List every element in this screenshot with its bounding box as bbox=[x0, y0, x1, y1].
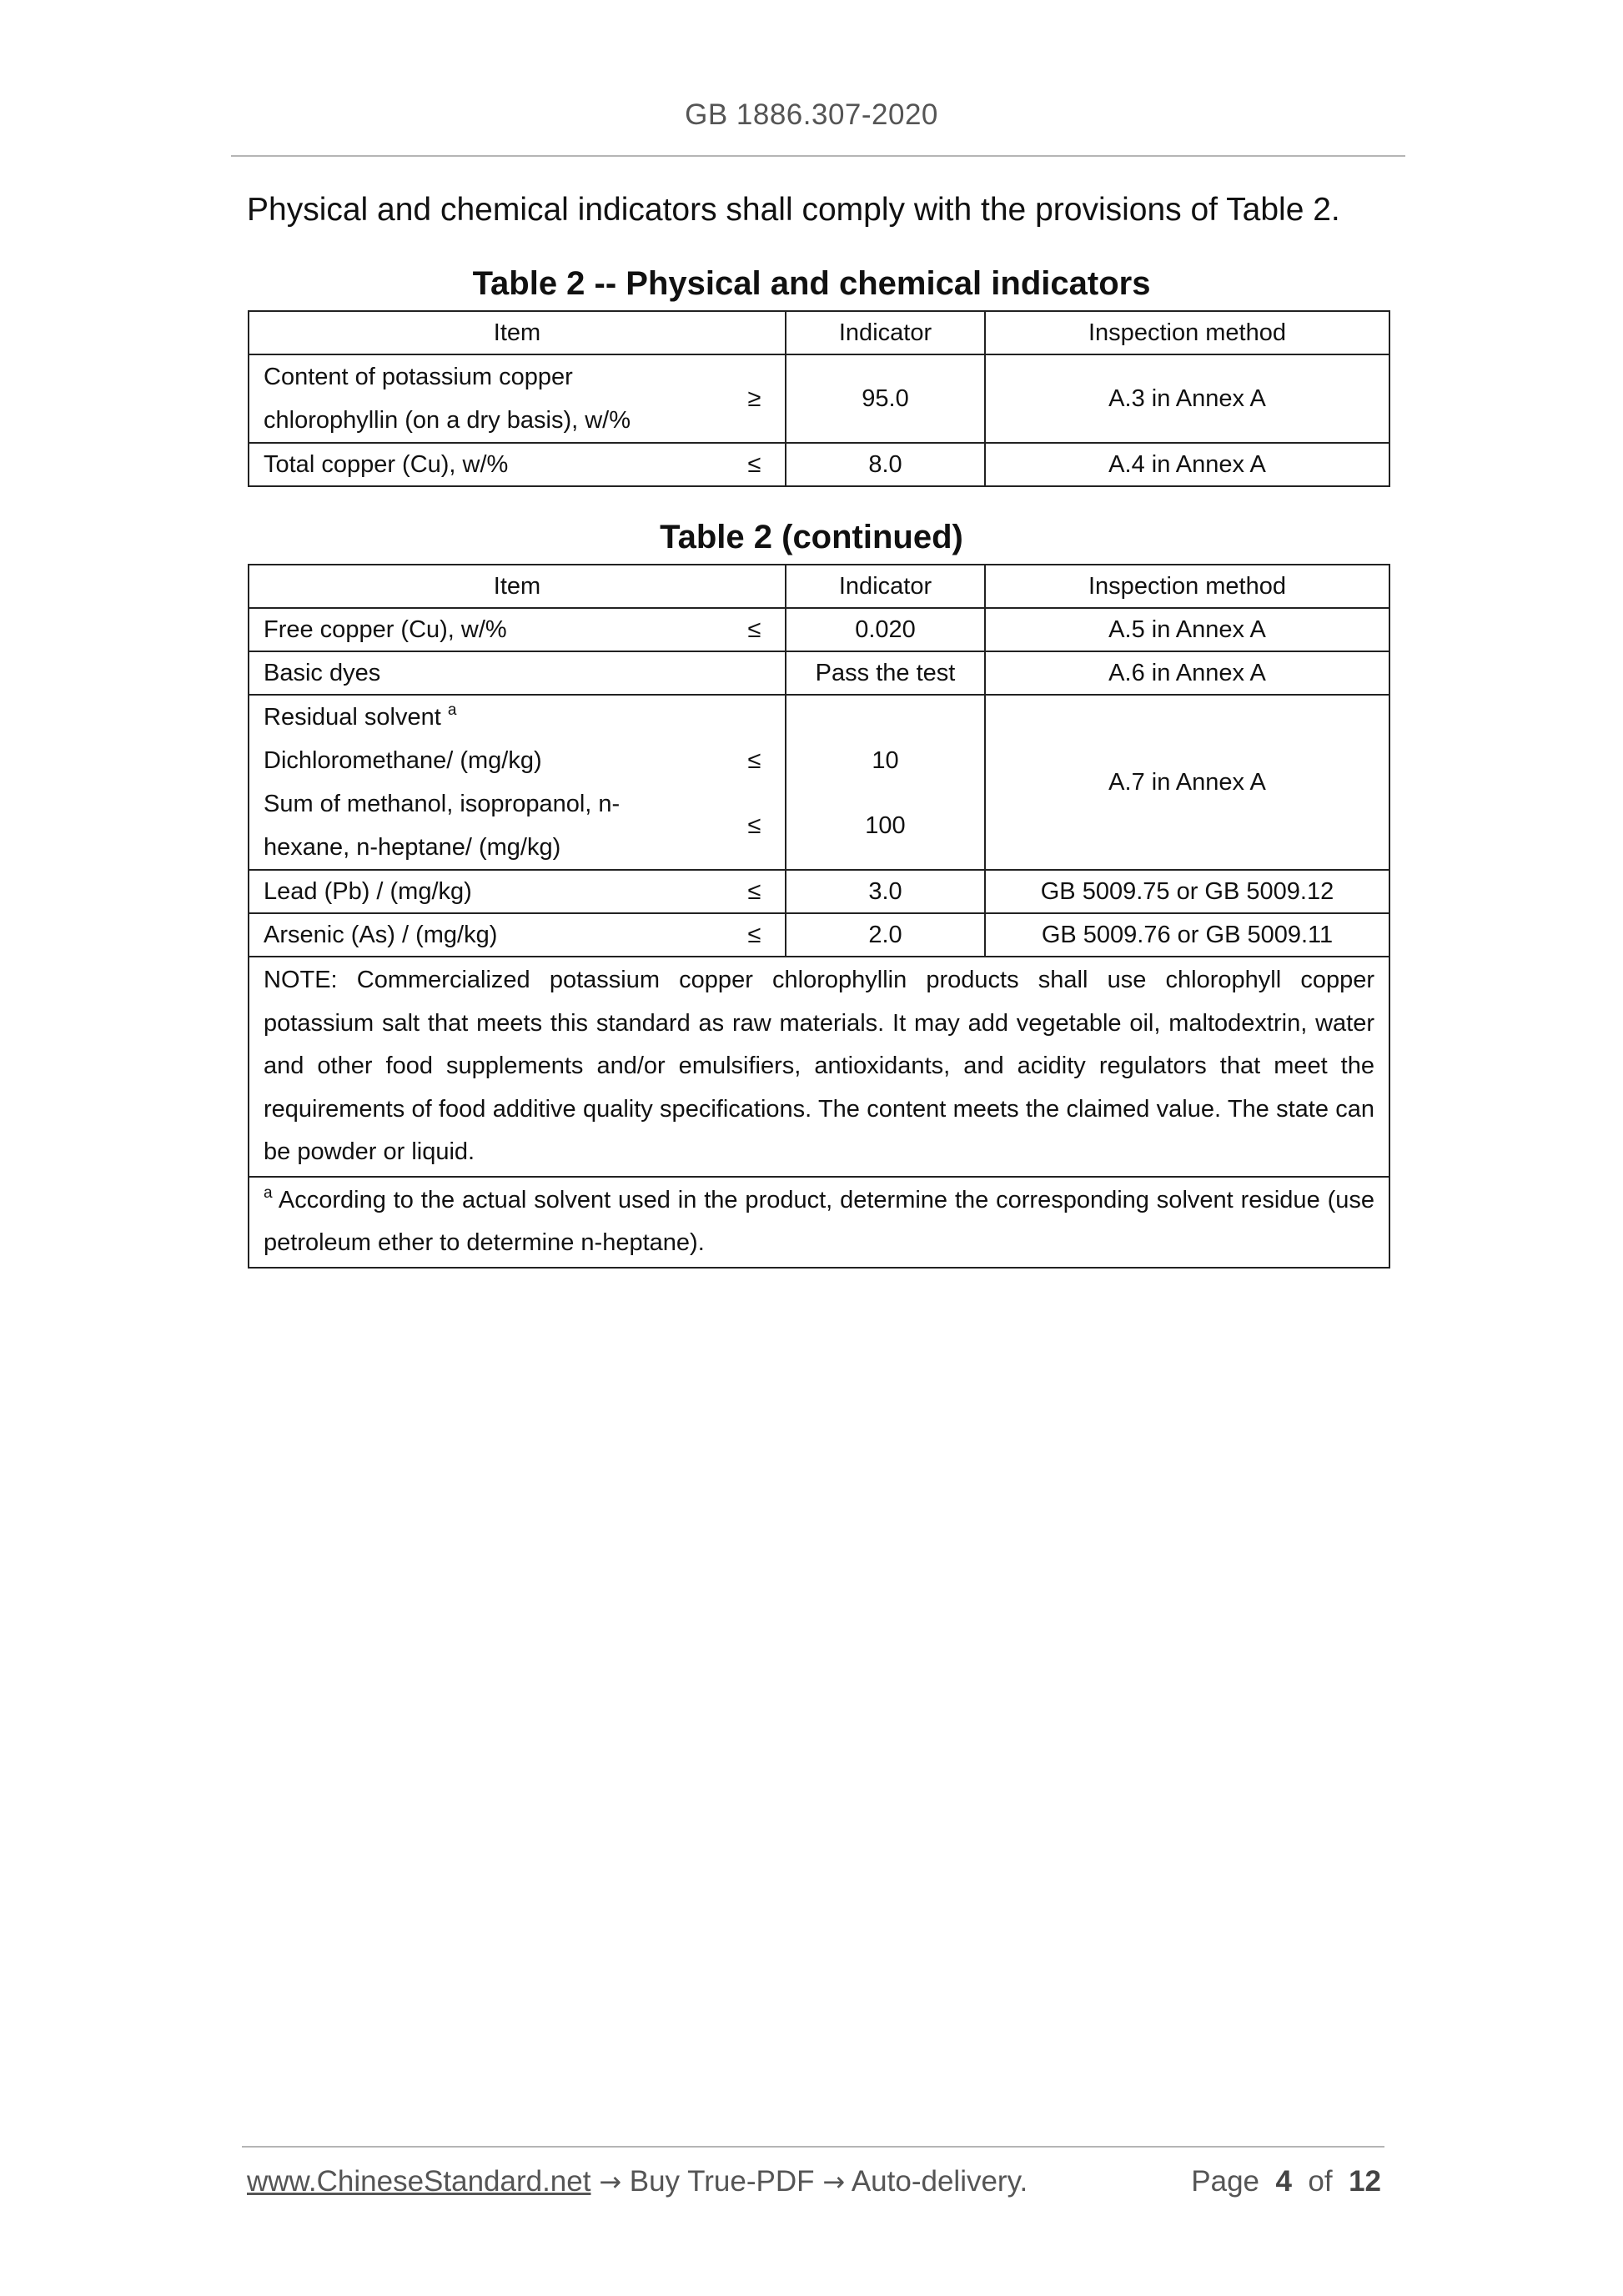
item-cell bbox=[249, 695, 724, 870]
table-footnote-row bbox=[249, 1177, 1389, 1268]
column-header-indicator: Indicator bbox=[786, 565, 985, 608]
indicator-value: 10 bbox=[872, 747, 899, 774]
inspection-method: GB 5009.76 or GB 5009.11 bbox=[985, 913, 1389, 957]
table-note: NOTE: Commercialized potassium copper chlorophyllin products shall use chlorophyll copper potassium salt that meets this standard as raw materials. It may add vegetable oil, maltodextrin, water and other food supplements and/or emulsifiers, antioxidants, and acidity regulators that meet the requirements of food additive quality specifications. The content meets the claimed value. The state can be powder or liquid. bbox=[249, 957, 1389, 1177]
of-label: of bbox=[1308, 2165, 1333, 2198]
footnote-text: According to the actual solvent used in the product, determine the corresponding solvent residue (use petroleum ether to determine n-heptane). bbox=[264, 1186, 1374, 1256]
indicator-value-group bbox=[786, 695, 985, 870]
table-row bbox=[249, 651, 1389, 695]
spacer bbox=[786, 696, 984, 739]
indicator-value: 3.0 bbox=[786, 870, 985, 913]
inspection-method: GB 5009.75 or GB 5009.12 bbox=[985, 870, 1389, 913]
item-cell: Basic dyes bbox=[249, 651, 724, 695]
physical-chemical-table bbox=[248, 310, 1390, 487]
indicator-value: Pass the test bbox=[786, 651, 985, 695]
table-row-residual-solvent bbox=[249, 695, 1389, 870]
page-label: Page bbox=[1191, 2165, 1260, 2198]
item-cell: Lead (Pb) / (mg/kg) bbox=[249, 870, 724, 913]
indicator-value: 2.0 bbox=[786, 913, 985, 957]
table-row bbox=[249, 608, 1389, 651]
comparison-symbol: ≤ bbox=[724, 870, 786, 913]
column-header-method: Inspection method bbox=[985, 565, 1389, 608]
header-divider bbox=[231, 155, 1405, 157]
column-header-method: Inspection method bbox=[985, 311, 1389, 354]
inspection-method: A.5 in Annex A bbox=[985, 608, 1389, 651]
page-total: 12 bbox=[1349, 2165, 1381, 2198]
table-note-row bbox=[249, 957, 1389, 1177]
indicator-value: 95.0 bbox=[786, 354, 985, 443]
intro-paragraph: Physical and chemical indicators shall comply with the provisions of Table 2. bbox=[247, 192, 1340, 228]
footnote-marker: a bbox=[264, 1183, 273, 1202]
column-header-indicator: Indicator bbox=[786, 311, 985, 354]
comparison-symbol bbox=[724, 651, 786, 695]
buy-pdf-text: Buy True-PDF bbox=[629, 2165, 815, 2198]
footnote-marker: a bbox=[447, 701, 457, 719]
inspection-method: A.4 in Annex A bbox=[985, 443, 1389, 486]
table-row bbox=[249, 913, 1389, 957]
comparison-symbol: ≤ bbox=[724, 608, 786, 651]
comparison-symbol: ≥ bbox=[724, 354, 786, 443]
spacer bbox=[724, 696, 785, 739]
column-header-item: Item bbox=[249, 565, 786, 608]
item-cell: Free copper (Cu), w/% bbox=[249, 608, 724, 651]
indicator-value: 0.020 bbox=[786, 608, 985, 651]
item-line: chlorophyllin (on a dry basis), w/% bbox=[264, 407, 631, 434]
document-code-header: GB 1886.307-2020 bbox=[685, 98, 938, 131]
item-cell: Arsenic (As) / (mg/kg) bbox=[249, 913, 724, 957]
footer-links bbox=[247, 2165, 1028, 2198]
sum-solvents-label-line: hexane, n-heptane/ (mg/kg) bbox=[264, 834, 561, 861]
comparison-symbol: ≤ bbox=[724, 913, 786, 957]
inspection-method: A.7 in Annex A bbox=[985, 695, 1389, 870]
column-header-item: Item bbox=[249, 311, 786, 354]
table-row bbox=[249, 354, 1389, 443]
arrow-right-icon: → bbox=[822, 2166, 846, 2198]
table-header-row bbox=[249, 311, 1389, 354]
item-cell: Total copper (Cu), w/% bbox=[249, 443, 724, 486]
indicator-value: 100 bbox=[865, 812, 906, 839]
comparison-symbol: ≤ bbox=[747, 812, 761, 839]
sum-solvents-label-line: Sum of methanol, isopropanol, n- bbox=[264, 791, 621, 817]
table-row bbox=[249, 870, 1389, 913]
table-row bbox=[249, 443, 1389, 486]
residual-solvent-label: Residual solvent bbox=[264, 704, 441, 731]
footer-divider bbox=[242, 2146, 1384, 2148]
item-cell bbox=[249, 354, 724, 443]
inspection-method: A.6 in Annex A bbox=[985, 651, 1389, 695]
table-header-row bbox=[249, 565, 1389, 608]
indicator-value: 8.0 bbox=[786, 443, 985, 486]
table1-title: Table 2 -- Physical and chemical indicators bbox=[472, 265, 1151, 302]
inspection-method: A.3 in Annex A bbox=[985, 354, 1389, 443]
auto-delivery-text: Auto-delivery. bbox=[851, 2165, 1028, 2198]
table2-title: Table 2 (continued) bbox=[660, 519, 963, 555]
page-indicator bbox=[1191, 2165, 1381, 2198]
comparison-symbol: ≤ bbox=[724, 443, 786, 486]
dichloromethane-label: Dichloromethane/ (mg/kg) bbox=[264, 747, 542, 774]
page-current: 4 bbox=[1275, 2165, 1292, 2198]
continued-indicators-table bbox=[248, 564, 1390, 1269]
arrow-right-icon: → bbox=[599, 2166, 622, 2198]
website-link[interactable]: www.ChineseStandard.net bbox=[247, 2165, 591, 2198]
item-line: Content of potassium copper bbox=[264, 364, 573, 390]
comparison-symbol: ≤ bbox=[747, 747, 761, 774]
table-footnote bbox=[249, 1177, 1389, 1268]
residual-solvent-heading bbox=[264, 696, 710, 739]
comparison-symbol-group bbox=[724, 695, 786, 870]
